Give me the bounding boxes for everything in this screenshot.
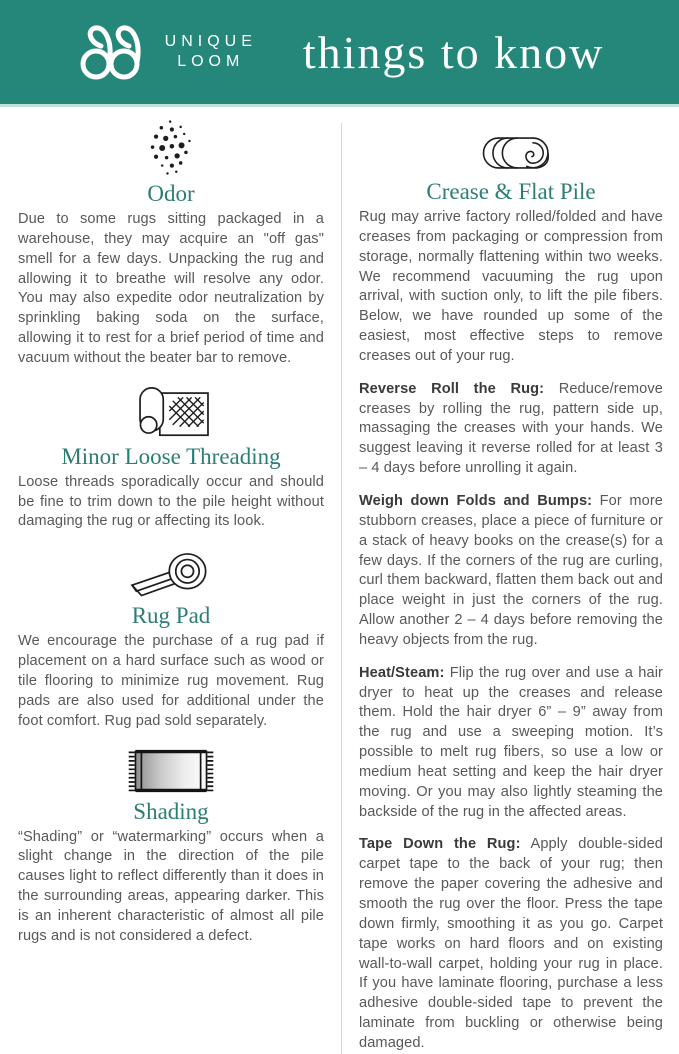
section-heading-crease-flat-pile: Crease & Flat Pile: [426, 179, 596, 204]
section-heading-odor: Odor: [147, 181, 195, 206]
section-odor: [18, 119, 324, 369]
tip-heat-steam: [359, 664, 663, 823]
section-crease-flat-pile: [359, 119, 663, 367]
odor-particles-icon: [18, 119, 324, 177]
shaded-rug-icon: [18, 747, 324, 795]
section-shading: [18, 747, 324, 947]
section-heading-shading: Shading: [133, 798, 209, 824]
tip-text: [359, 835, 663, 1053]
right-column: [359, 119, 663, 1054]
section-heading-rug-pad: Rug Pad: [131, 603, 211, 629]
tip-label: Tape Down the Rug:: [359, 836, 521, 853]
section-heading-minor-loose-threading: Minor Loose Threading: [61, 443, 281, 469]
brand-block: [75, 20, 257, 84]
tip-body: For more stubborn creases, place a piece of furniture or a stack of heavy books on the crease(s) for a few days. If the corners of the rug are curling, curl them backward, flatten them back out and place weight in just the corners of the rug. Allow another 2 – 4 days before removing the heavy objects from the rug.: [359, 492, 663, 648]
rolled-rug-spiral-icon: [359, 119, 663, 175]
brand-name-top: UNIQUE: [164, 33, 257, 50]
tip-body: Reduce/remove creases by rolling the rug, pattern side up, massaging the creases with your hands. We suggest leaving it reverse rolled for at least 3 – 4 days before unrolling it again.: [359, 380, 664, 477]
section-body-crease-flat-pile: Rug may arrive factory rolled/folded and have creases from packaging or compression from storage, normally flattening within two weeks. We recommend vacuuming the rug upon arrival, with suction only, to lift the pile fibers. Below, we have rounded up some of the easiest, most effective steps to remove creases out of your rug.: [359, 209, 663, 364]
tip-label: Weigh down Folds and Bumps:: [359, 492, 593, 509]
tip-label: Reverse Roll the Rug:: [359, 380, 545, 397]
tip-text: [359, 664, 663, 823]
tip-text: [359, 380, 663, 479]
content-area: [0, 107, 679, 1054]
tip-label: Heat/Steam:: [359, 664, 445, 681]
tip-tape-down: [359, 835, 663, 1053]
page-title: things to know: [302, 26, 605, 78]
header-banner: [0, 0, 679, 107]
tip-body: Flip the rug over and use a hair dryer to heat up the creases and release them. Hold the hair dryer 6” – 9” away from the rug and use a sweeping motion. It’s possible to melt rug fibers, so use a low or medium heat setting and keep the hair dryer moving. Or you may also lightly steaming the backside of the rug in the affected areas.: [359, 664, 664, 820]
unique-loom-logo-icon: [75, 20, 153, 84]
rug-pad-roll-icon: [18, 547, 324, 599]
section-rug-pad: [18, 547, 324, 731]
section-body-shading: “Shading” or “watermarking” occurs when a slight change in the direction of the pile causes light to reflect differently than it does in the surrounding areas, appearing darker. This is an inherent characteristic of almost all pile rugs and is not considered a defect.: [18, 828, 324, 944]
tip-body: Apply double-sided carpet tape to the back of your rug; then remove the paper covering the adhesive and smooth the rug over the floor. Press the tape down firmly, smoothing it as you go. Carpet tape works on hard floors and on existing wall-to-wall carpet, holding your rug in place. If you have laminate flooring, purchase a less adhesive double-sided tape to prevent the laminate from buckling or otherwise being damaged.: [359, 836, 664, 1051]
unrolling-rug-icon: [18, 384, 324, 440]
section-minor-loose-threading: [18, 384, 324, 533]
section-body-odor: Due to some rugs sitting packaged in a warehouse, they may acquire an "off gas" smell for a few days. Unpacking the rug and allowing it to breathe will resolve any odor. You may also expedite odor neutralization by sprinkling baking soda on the surface, allowing it to rest for a brief period of time and vacuum without the beater bar to remove.: [18, 211, 324, 366]
left-column: [18, 119, 324, 1054]
brand-name-bottom: LOOM: [177, 53, 245, 70]
brand-name: [165, 32, 257, 72]
tip-text: [359, 492, 663, 651]
tip-reverse-roll: [359, 380, 663, 479]
tip-weigh-down: [359, 492, 663, 651]
column-divider: [341, 123, 342, 1054]
section-body-rug-pad: We encourage the purchase of a rug pad if placement on a hard surface such as wood or tile flooring to minimize rug movement. Rug pads are also used for additional under the foot comfort. Rug pad sold separately.: [18, 633, 324, 729]
section-body-minor-loose-threading: Loose threads sporadically occur and should be fine to trim down to the pile height without damaging the rug or affecting its look.: [18, 473, 324, 530]
